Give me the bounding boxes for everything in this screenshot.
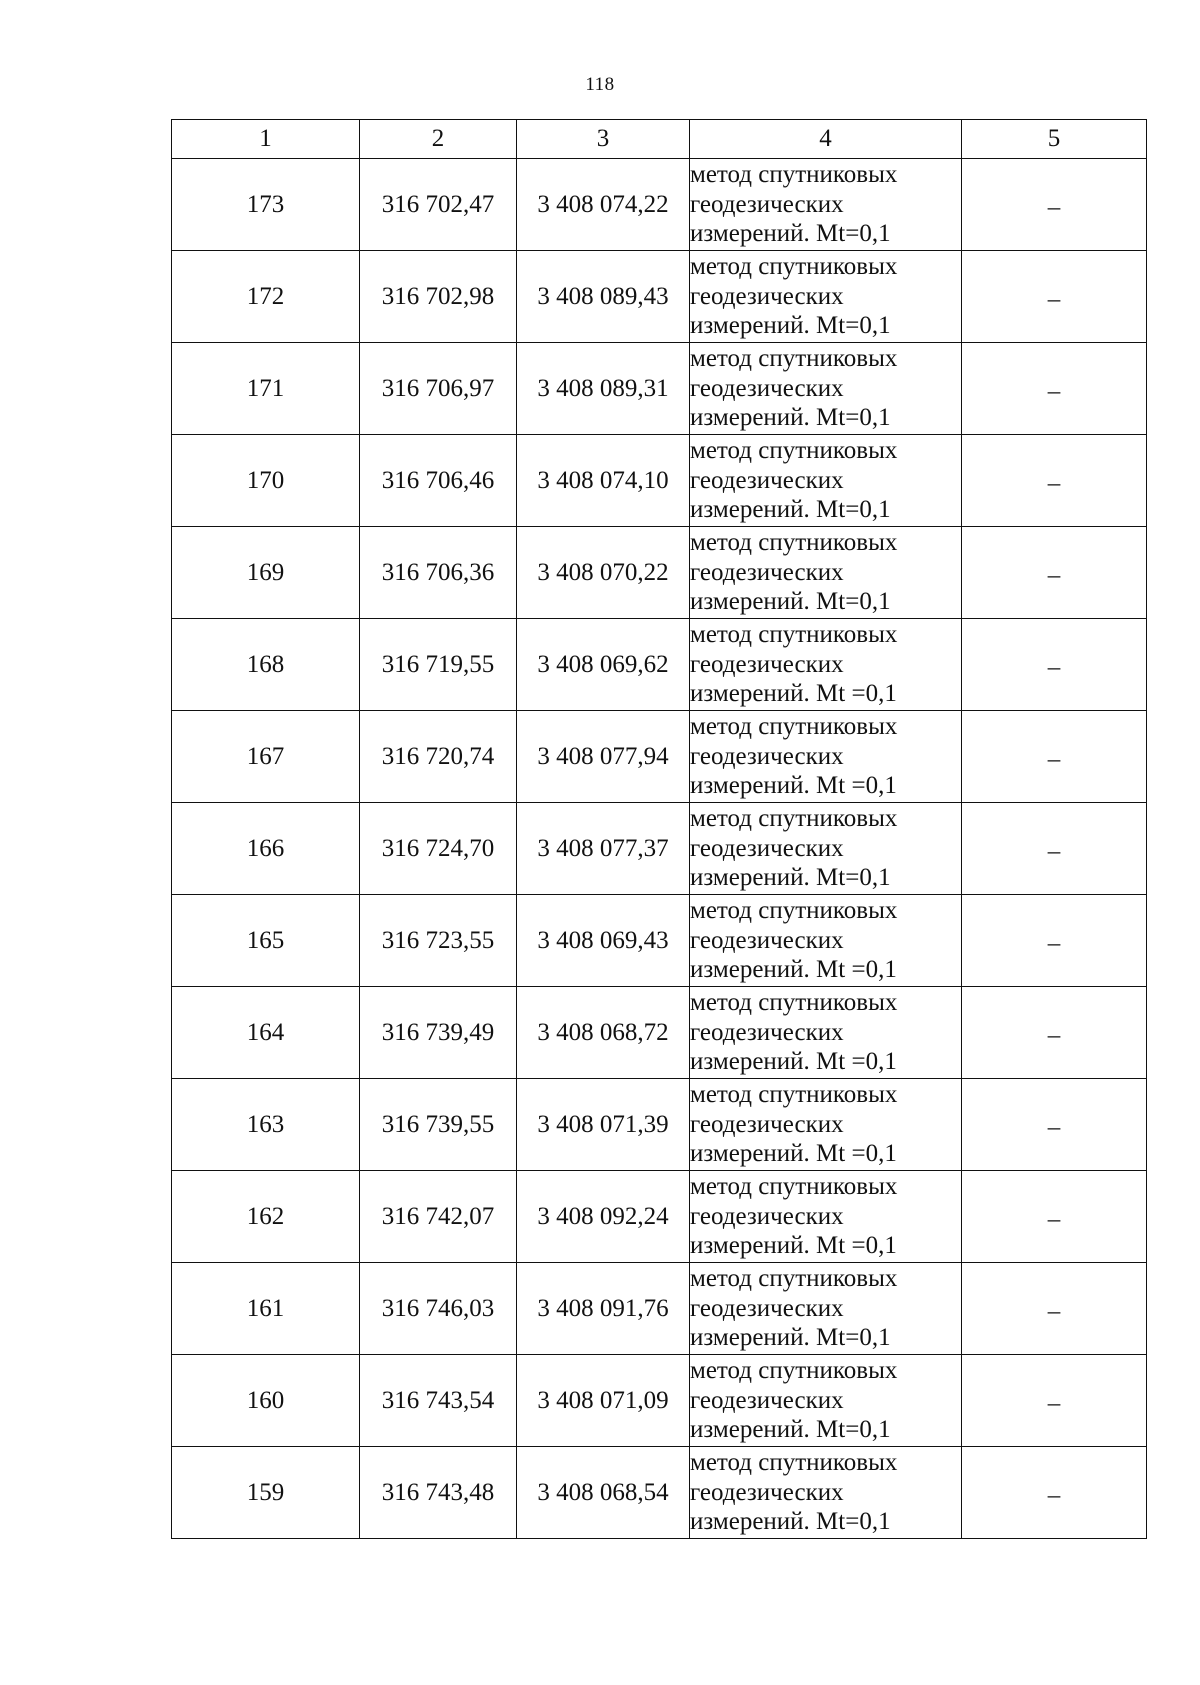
method-line: метод спутниковых [690,1265,898,1293]
x-coordinate-cell: 316 706,46 [360,435,517,527]
x-coordinate-cell: 316 724,70 [360,803,517,895]
point-number-cell: 160 [172,1355,360,1447]
note-cell [962,1171,1147,1263]
note-dash: – [1047,285,1061,313]
note-dash: – [1047,1389,1061,1417]
table-row [172,895,1147,987]
method-line: геодезических [690,1018,844,1046]
y-coordinate-cell: 3 408 089,31 [517,343,690,435]
table-row [172,987,1147,1079]
method-line: измерений. Mt=0,1 [690,496,891,524]
method-line: геодезических [690,1202,844,1230]
x-coordinate-cell: 316 723,55 [360,895,517,987]
method-line: геодезических [690,650,844,678]
method-line: метод спутниковых [690,1449,898,1477]
y-coordinate-cell: 3 408 092,24 [517,1171,690,1263]
table-row [172,159,1147,251]
method-line: измерений. Mt =0,1 [690,772,897,800]
column-header-3: 3 [517,120,690,159]
method-line: измерений. Mt =0,1 [690,1048,897,1076]
note-cell [962,527,1147,619]
point-number-cell: 172 [172,251,360,343]
y-coordinate-cell: 3 408 070,22 [517,527,690,619]
x-coordinate-cell: 316 706,97 [360,343,517,435]
method-line: геодезических [690,282,844,310]
method-line: геодезических [690,190,844,218]
table-row [172,1263,1147,1355]
page-number: 118 [585,74,615,95]
table-row [172,527,1147,619]
method-line: геодезических [690,834,844,862]
method-cell [690,527,962,619]
method-line: метод спутниковых [690,529,898,557]
method-line: метод спутниковых [690,805,898,833]
method-line: метод спутниковых [690,161,898,189]
method-line: измерений. Mt=0,1 [690,1324,891,1352]
method-line: измерений. Mt=0,1 [690,864,891,892]
y-coordinate-cell: 3 408 068,72 [517,987,690,1079]
method-cell [690,895,962,987]
method-line: метод спутниковых [690,989,898,1017]
method-line: геодезических [690,742,844,770]
point-number-cell: 171 [172,343,360,435]
y-coordinate-cell: 3 408 069,43 [517,895,690,987]
method-cell [690,1171,962,1263]
note-dash: – [1047,1021,1061,1049]
note-cell [962,1079,1147,1171]
method-cell [690,343,962,435]
method-cell [690,1447,962,1539]
note-dash: – [1047,1113,1061,1141]
note-dash: – [1047,745,1061,773]
note-cell [962,895,1147,987]
x-coordinate-cell: 316 702,47 [360,159,517,251]
note-dash: – [1047,837,1061,865]
point-number-cell: 173 [172,159,360,251]
table-row [172,251,1147,343]
method-cell [690,619,962,711]
method-line: метод спутниковых [690,253,898,281]
point-number-cell: 163 [172,1079,360,1171]
x-coordinate-cell: 316 706,36 [360,527,517,619]
method-line: геодезических [690,1386,844,1414]
x-coordinate-cell: 316 739,55 [360,1079,517,1171]
x-coordinate-cell: 316 743,54 [360,1355,517,1447]
table-row [172,711,1147,803]
method-cell [690,251,962,343]
method-line: измерений. Mt =0,1 [690,1232,897,1260]
note-cell [962,435,1147,527]
note-cell [962,159,1147,251]
note-dash: – [1047,561,1061,589]
table-header-row [172,120,1147,159]
method-line: измерений. Mt=0,1 [690,404,891,432]
method-cell [690,1263,962,1355]
table-row [172,1355,1147,1447]
method-line: метод спутниковых [690,1081,898,1109]
method-line: измерений. Mt=0,1 [690,220,891,248]
point-number-cell: 165 [172,895,360,987]
x-coordinate-cell: 316 742,07 [360,1171,517,1263]
method-line: измерений. Mt=0,1 [690,1416,891,1444]
column-header-1: 1 [172,120,360,159]
x-coordinate-cell: 316 720,74 [360,711,517,803]
x-coordinate-cell: 316 743,48 [360,1447,517,1539]
table-row [172,803,1147,895]
y-coordinate-cell: 3 408 068,54 [517,1447,690,1539]
method-line: метод спутниковых [690,1357,898,1385]
point-number-cell: 166 [172,803,360,895]
method-line: измерений. Mt =0,1 [690,680,897,708]
note-dash: – [1047,1205,1061,1233]
column-header-2: 2 [360,120,517,159]
x-coordinate-cell: 316 719,55 [360,619,517,711]
y-coordinate-cell: 3 408 069,62 [517,619,690,711]
method-line: метод спутниковых [690,345,898,373]
note-dash: – [1047,929,1061,957]
method-cell [690,159,962,251]
method-line: метод спутниковых [690,897,898,925]
method-cell [690,803,962,895]
method-line: геодезических [690,926,844,954]
point-number-cell: 168 [172,619,360,711]
point-number-cell: 169 [172,527,360,619]
note-cell [962,1355,1147,1447]
method-line: метод спутниковых [690,437,898,465]
table-row [172,1171,1147,1263]
note-cell [962,343,1147,435]
y-coordinate-cell: 3 408 077,94 [517,711,690,803]
y-coordinate-cell: 3 408 091,76 [517,1263,690,1355]
coordinates-table-body [172,120,1147,1539]
note-cell [962,711,1147,803]
note-dash: – [1047,469,1061,497]
coordinates-table [171,119,1147,1539]
point-number-cell: 161 [172,1263,360,1355]
note-dash: – [1047,1481,1061,1509]
note-cell [962,251,1147,343]
table-row [172,1079,1147,1171]
column-header-5: 5 [962,120,1147,159]
x-coordinate-cell: 316 739,49 [360,987,517,1079]
x-coordinate-cell: 316 746,03 [360,1263,517,1355]
method-line: измерений. Mt=0,1 [690,312,891,340]
method-line: геодезических [690,1478,844,1506]
method-line: геодезических [690,558,844,586]
method-line: метод спутниковых [690,621,898,649]
table-row [172,435,1147,527]
y-coordinate-cell: 3 408 074,22 [517,159,690,251]
point-number-cell: 159 [172,1447,360,1539]
note-cell [962,1447,1147,1539]
note-dash: – [1047,377,1061,405]
y-coordinate-cell: 3 408 074,10 [517,435,690,527]
method-cell [690,711,962,803]
note-cell [962,803,1147,895]
note-cell [962,987,1147,1079]
x-coordinate-cell: 316 702,98 [360,251,517,343]
point-number-cell: 167 [172,711,360,803]
method-line: измерений. Mt=0,1 [690,588,891,616]
method-line: измерений. Mt=0,1 [690,1508,891,1536]
method-line: геодезических [690,374,844,402]
method-line: геодезических [690,466,844,494]
method-line: метод спутниковых [690,1173,898,1201]
y-coordinate-cell: 3 408 089,43 [517,251,690,343]
method-line: геодезических [690,1294,844,1322]
method-cell [690,1355,962,1447]
note-cell [962,1263,1147,1355]
point-number-cell: 170 [172,435,360,527]
y-coordinate-cell: 3 408 071,09 [517,1355,690,1447]
table-row [172,343,1147,435]
y-coordinate-cell: 3 408 077,37 [517,803,690,895]
column-header-4: 4 [690,120,962,159]
point-number-cell: 164 [172,987,360,1079]
method-line: измерений. Mt =0,1 [690,1140,897,1168]
note-dash: – [1047,653,1061,681]
method-cell [690,987,962,1079]
note-dash: – [1047,193,1061,221]
y-coordinate-cell: 3 408 071,39 [517,1079,690,1171]
method-line: геодезических [690,1110,844,1138]
method-line: метод спутниковых [690,713,898,741]
method-cell [690,435,962,527]
table-row [172,619,1147,711]
table-row [172,1447,1147,1539]
point-number-cell: 162 [172,1171,360,1263]
method-line: измерений. Mt =0,1 [690,956,897,984]
note-cell [962,619,1147,711]
note-dash: – [1047,1297,1061,1325]
method-cell [690,1079,962,1171]
